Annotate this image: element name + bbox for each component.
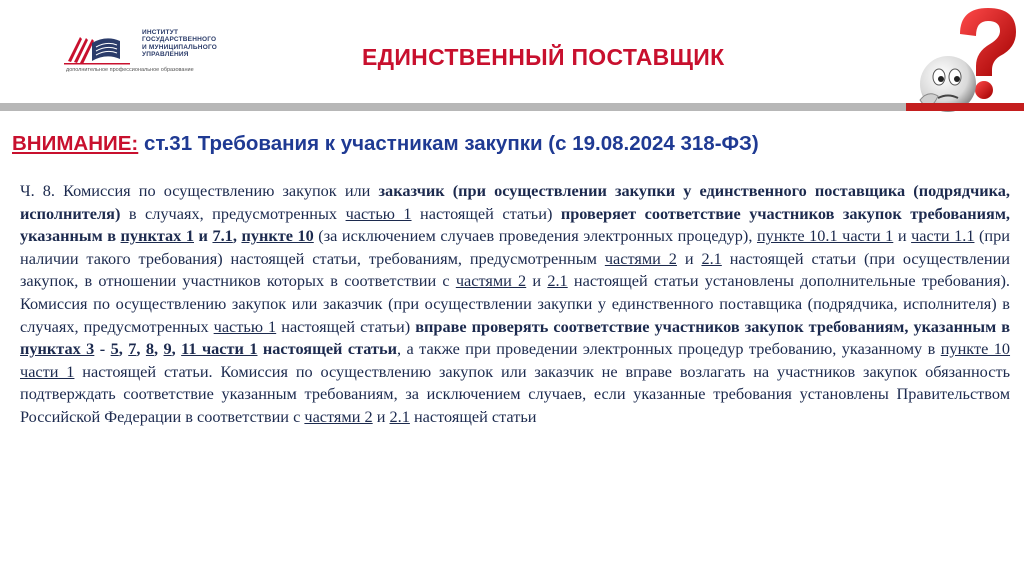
law-link[interactable]: 2.1 xyxy=(389,406,410,426)
law-link[interactable]: частью 1 xyxy=(213,316,277,336)
law-link[interactable]: пункте 10 части 1 xyxy=(20,339,1011,381)
text-segment: (при наличии такого требования) настоящей статьи, требованиям, предусмотренным xyxy=(20,226,1010,268)
attention-heading xyxy=(12,132,759,156)
text-bold: проверяет соответствие участников закупок требованиям, указанным в xyxy=(20,203,1011,246)
book-logo-icon xyxy=(62,31,136,65)
law-link[interactable]: частями 2 xyxy=(304,406,373,426)
law-link[interactable]: 2.1 xyxy=(547,271,568,291)
institute-logo xyxy=(62,27,252,75)
header-divider-gray xyxy=(0,103,906,111)
text-segment: настоящей статьи (при осуществлении закупок, в отношении участников которых в соответствии с xyxy=(20,248,1011,291)
law-link[interactable]: частями 2 xyxy=(604,248,677,268)
text-segment: настоящей статьи) xyxy=(411,203,561,223)
attention-label: ВНИМАНИЕ: xyxy=(12,132,139,155)
text-segment: и xyxy=(372,406,390,426)
text-segment: настоящей статьи xyxy=(409,406,537,426)
law-link[interactable]: 7.1 xyxy=(212,226,233,246)
logo-subtitle: дополнительное профессиональное образование xyxy=(66,67,194,73)
law-link[interactable]: 8 xyxy=(145,339,155,359)
law-link[interactable]: 7 xyxy=(128,339,137,359)
text-segment: настоящей статьи) xyxy=(276,316,416,336)
text-bold: , xyxy=(154,339,164,359)
text-bold: , xyxy=(136,339,146,359)
text-bold: настоящей статьи xyxy=(257,339,397,359)
logo-line: УПРАВЛЕНИЯ xyxy=(142,51,189,59)
slide-header xyxy=(0,0,1024,110)
law-link[interactable]: пунктах 1 xyxy=(120,226,194,246)
law-link[interactable]: 5 xyxy=(110,339,119,359)
text-bold: - xyxy=(94,339,111,359)
law-link[interactable]: частью 1 xyxy=(345,203,412,223)
text-bold: и xyxy=(194,226,213,246)
text-bold: вправе проверять соответствие участников закупок требованиям, указанным в xyxy=(415,316,1011,336)
text-segment: и xyxy=(676,248,702,268)
logo-line: ИНСТИТУТ xyxy=(142,29,179,36)
text-segment: и xyxy=(893,226,912,246)
text-segment: (за исключением случаев проведения электронных процедур), xyxy=(313,226,757,246)
text-segment: Ч. 8. Комиссия по осуществлению закупок или xyxy=(20,181,379,200)
header-divider-red xyxy=(906,103,1024,111)
logo-text xyxy=(142,29,262,59)
text-bold: , xyxy=(118,339,129,359)
law-link[interactable]: пунктах 3 xyxy=(20,339,95,359)
page-title: ЕДИНСТВЕННЫЙ ПОСТАВЩИК xyxy=(362,44,725,70)
logo-line: И МУНИЦИПАЛЬНОГО xyxy=(142,43,218,51)
text-bold: заказчик (при осуществлении закупки у единственного поставщика (подрядчика, исполнителя) xyxy=(20,181,1011,223)
logo-line: ГОСУДАРСТВЕННОГО xyxy=(142,36,217,44)
law-text xyxy=(20,180,1010,429)
text-segment: настоящей статьи установлены дополнительные требования). Комиссия по осуществлению закупок или заказчик (при осуществлении закупки у единственного поставщика (подрядчика, исполнителя) в случаях, предусмотренных xyxy=(20,271,1010,336)
text-segment: , а также при проведении электронных процедур требованию, указанному в xyxy=(396,339,941,359)
text-bold: , xyxy=(171,339,182,359)
law-link[interactable]: 9 xyxy=(163,339,172,359)
law-link[interactable]: пункте 10.1 части 1 xyxy=(756,226,894,246)
text-segment: в случаях, предусмотренных xyxy=(120,203,346,223)
law-link[interactable]: 11 части 1 xyxy=(181,339,258,359)
law-link[interactable]: части 1.1 xyxy=(911,226,975,246)
law-link[interactable]: частями 2 xyxy=(455,271,527,291)
attention-text: ст.31 Требования к участникам закупки (с 19.08.2024 318-ФЗ) xyxy=(138,132,759,155)
law-link[interactable]: 2.1 xyxy=(701,248,722,268)
text-bold: , xyxy=(232,226,242,246)
text-segment: и xyxy=(526,271,548,291)
text-segment: настоящей статьи. Комиссия по осуществлению закупок или заказчик не вправе возлагать на участников закупок обязанность подтверждать соответствие указанным требованиям, за исключением случаев, если указанные требования установлены Правительством Российской Федерации в соответствии с xyxy=(20,361,1010,426)
law-link[interactable]: пункте 10 xyxy=(241,226,314,246)
